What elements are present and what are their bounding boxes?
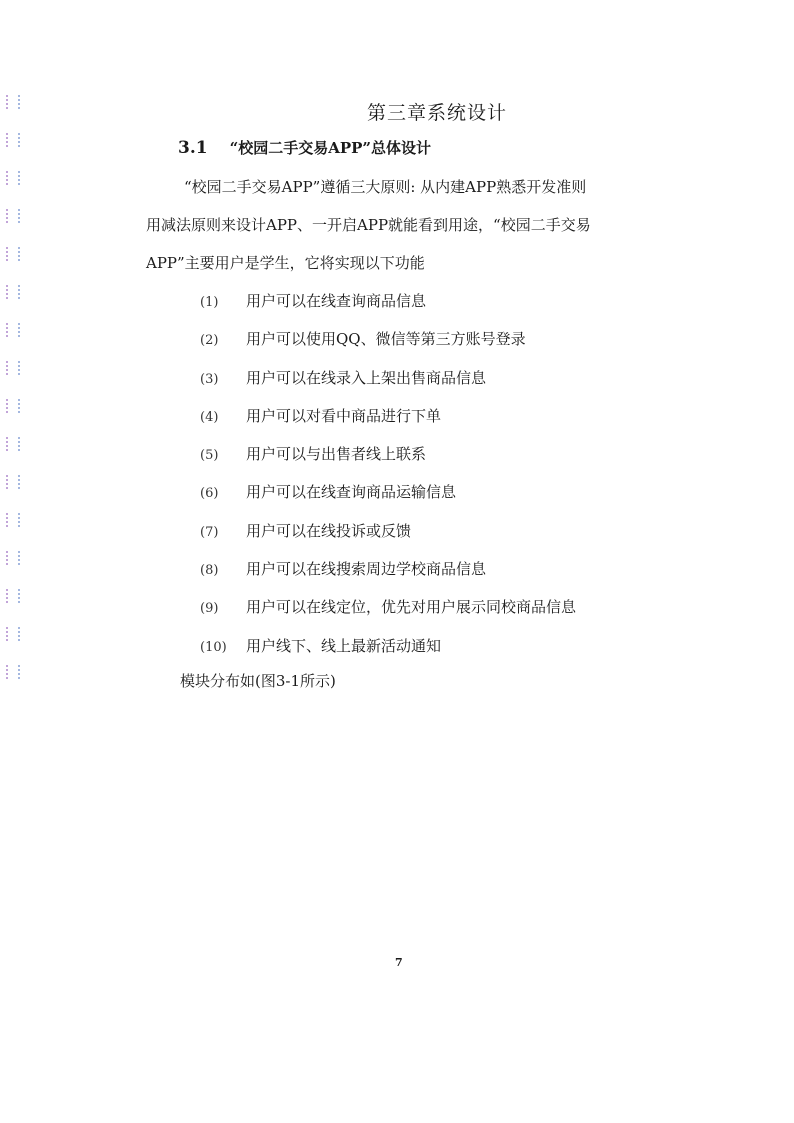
list-item — [200, 481, 576, 519]
item-number: (7) — [200, 524, 219, 540]
list-item — [200, 635, 576, 673]
feature-list — [200, 290, 576, 673]
item-text: 用户可以在线查询商品运输信息 — [246, 483, 457, 502]
list-item — [200, 367, 576, 405]
margin-mark — [6, 285, 20, 299]
item-number: (3) — [200, 371, 219, 387]
intro-line: “校园二手交易APP”遵循三大原则: 从内建APP熟悉开发准则 — [184, 178, 587, 196]
list-item — [200, 443, 576, 481]
list-item — [200, 558, 576, 596]
item-text: 用户线下、线上最新活动通知 — [246, 636, 442, 655]
list-item — [200, 520, 576, 558]
item-number: (10) — [200, 639, 227, 655]
item-number: (2) — [200, 333, 219, 349]
margin-mark — [6, 133, 20, 147]
list-item — [200, 596, 576, 634]
margin-mark — [6, 399, 20, 413]
intro-line: APP”主要用户是学生，它将实现以下功能 — [146, 254, 425, 272]
margin-mark — [6, 513, 20, 527]
item-number: (1) — [200, 295, 219, 310]
margin-mark — [6, 551, 20, 565]
chapter-title: 第三章系统设计 — [366, 102, 507, 124]
margin-mark — [6, 209, 20, 223]
item-text: 用户可以使用QQ、微信等第三方账号登录 — [246, 330, 526, 349]
item-text: 用户可以与出售者线上联系 — [246, 445, 427, 464]
margin-mark — [6, 589, 20, 603]
item-number: (5) — [200, 448, 219, 464]
section-title: “校园二手交易APP”总体设计 — [229, 139, 432, 157]
margin-mark — [6, 361, 20, 375]
margin-mark — [6, 247, 20, 261]
item-number: (4) — [200, 409, 219, 425]
item-text: 用户可以在线投诉或反馈 — [246, 521, 412, 540]
margin-mark — [6, 437, 20, 451]
item-text: 用户可以在线定位，优先对用户展示同校商品信息 — [246, 598, 577, 617]
figure-reference: 模块分布如(图3-1所示) — [180, 672, 336, 690]
item-text: 用户可以在线查询商品信息 — [246, 292, 427, 310]
margin-mark — [6, 171, 20, 185]
list-item — [200, 405, 576, 443]
margin-scan-marks — [6, 95, 22, 703]
item-text: 用户可以对看中商品进行下单 — [246, 406, 442, 425]
margin-mark — [6, 665, 20, 679]
margin-mark — [6, 475, 20, 489]
section-number: 3.1 — [178, 138, 208, 158]
item-number: (6) — [200, 486, 219, 502]
margin-mark — [6, 627, 20, 641]
list-item — [200, 290, 576, 328]
item-text: 用户可以在线录入上架出售商品信息 — [246, 368, 487, 387]
intro-line: 用减法原则来设计APP、一开启APP就能看到用途，“校园二手交易 — [146, 216, 591, 234]
intro-paragraph — [146, 168, 666, 282]
page-number: 7 — [395, 956, 403, 969]
margin-mark — [6, 323, 20, 337]
item-text: 用户可以在线搜索周边学校商品信息 — [246, 560, 487, 579]
item-number: (9) — [200, 601, 219, 617]
section-heading — [178, 137, 431, 158]
list-item — [200, 328, 576, 366]
item-number: (8) — [200, 563, 219, 579]
